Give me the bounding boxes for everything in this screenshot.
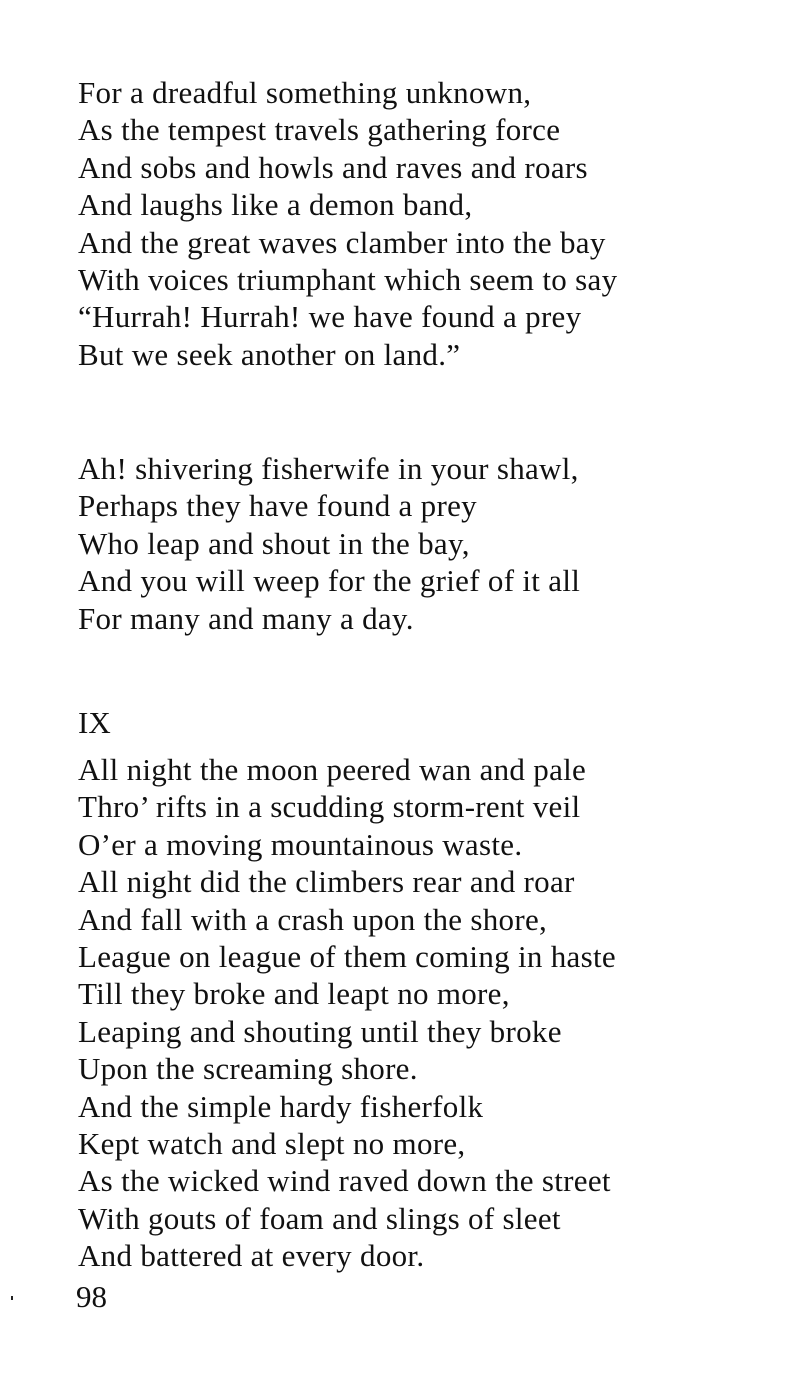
poem-line: With voices triumphant which seem to say [78,262,618,298]
poem-line: All night did the climbers rear and roar [78,864,575,900]
poem-line: Perhaps they have found a prey [78,488,477,524]
poem-line: And laughs like a demon band, [78,187,473,223]
poem-line: And fall with a crash upon the shore, [78,901,548,937]
poem-line: Upon the screaming shore. [78,1051,418,1087]
poem-line: Kept watch and slept no more, [78,1126,466,1162]
poem-line: O’er a moving mountainous waste. [78,826,523,862]
poem-line: But we seek another on land.” [78,336,461,372]
poem-line: For a dreadful something unknown, [78,75,532,110]
poem-line: Thro’ rifts in a scudding storm-rent veil [78,789,581,825]
poem-line: Till they broke and leapt no more, [78,976,510,1012]
margin-speck [11,1296,13,1300]
poem-line: And the great waves clamber into the bay [78,224,606,260]
poem-line: “Hurrah! Hurrah! we have found a prey [78,299,582,335]
section-heading: IX [78,705,111,740]
poem-line: As the wicked wind raved down the street [78,1163,611,1199]
poem-line: As the tempest travels gathering force [78,112,561,148]
page-number: 98 [76,1279,107,1314]
poem-stanza [78,450,580,637]
poem-line: With gouts of foam and slings of sleet [78,1200,561,1236]
poem-stanza [78,751,616,1275]
poem-stanza [78,74,617,373]
poem-line: For many and many a day. [78,600,414,636]
poem-line: And the simple hardy fisherfolk [78,1088,484,1124]
poem-line: And sobs and howls and raves and roars [78,149,588,185]
poem-line: And you will weep for the grief of it all [78,563,581,599]
poem-line: Who leap and shout in the bay, [78,525,470,561]
poem-line: Leaping and shouting until they broke [78,1013,562,1049]
poem-line: And battered at every door. [78,1238,425,1274]
poem-line: Ah! shivering fisherwife in your shawl, [78,451,579,486]
poem-line: League on league of them coming in haste [78,939,616,975]
poem-line: All night the moon peered wan and pale [78,752,587,787]
